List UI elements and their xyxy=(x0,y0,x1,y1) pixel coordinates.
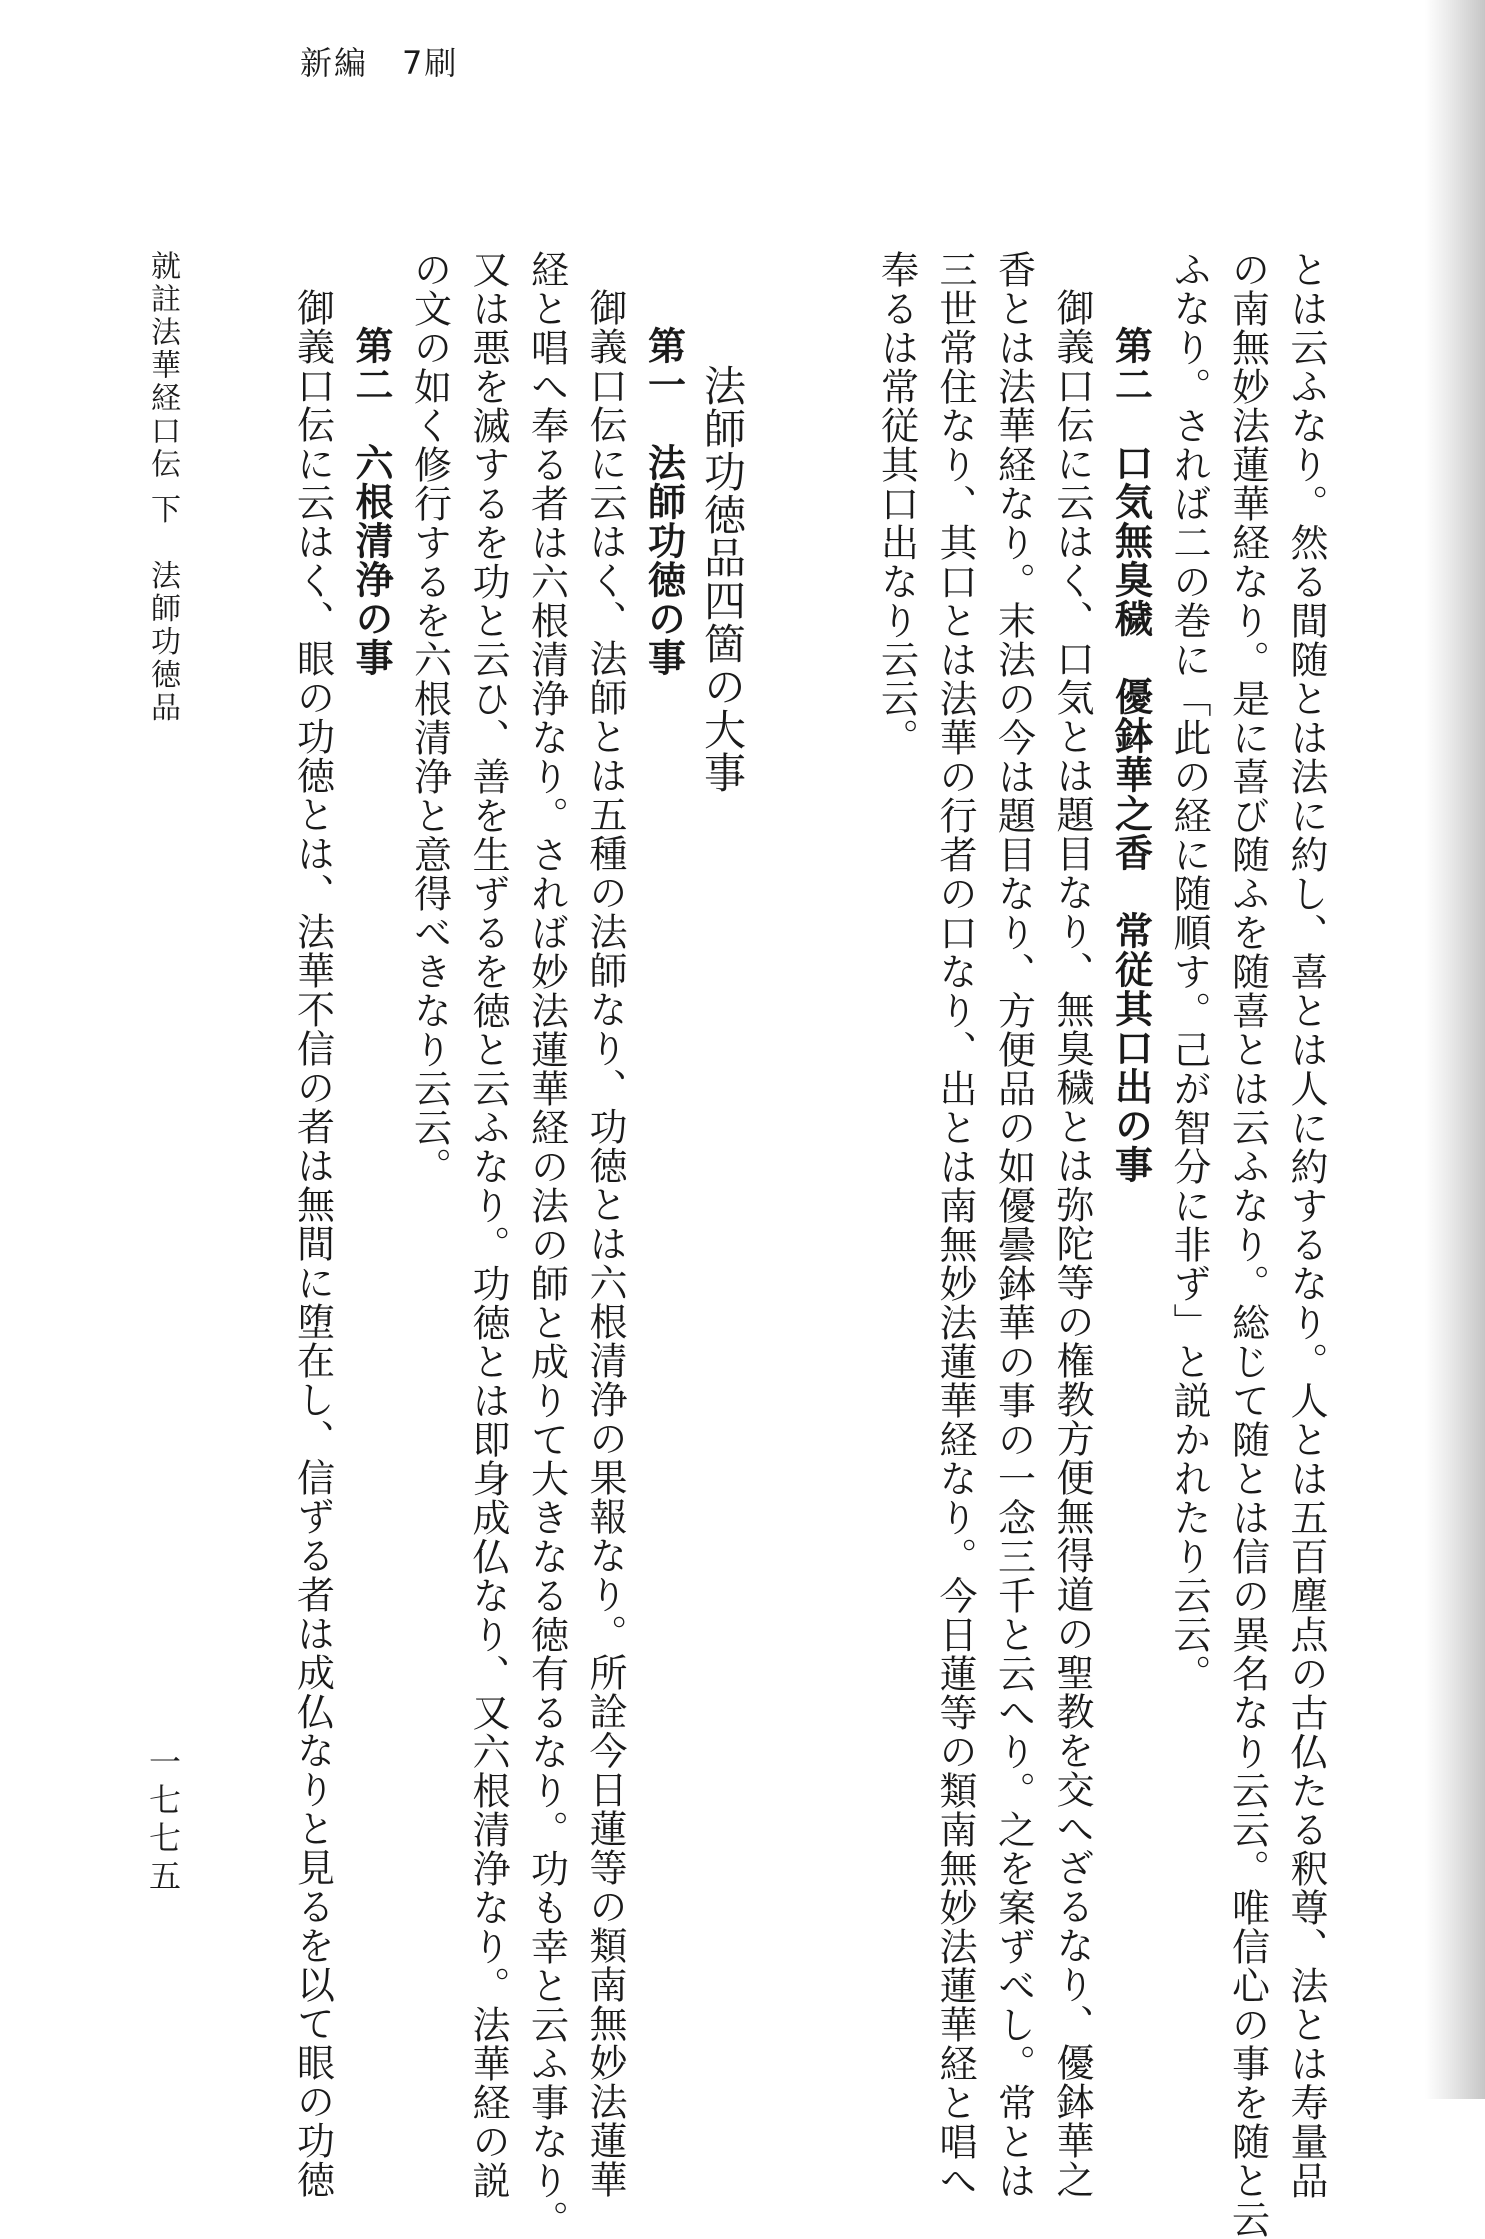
vertical-text-block xyxy=(200,250,1335,2239)
text-line: 御義口伝に云はく、法師とは五種の法師なり、功徳とは六根清浄の果報なり。所詮今日蓮等の類南無妙法蓮華 xyxy=(583,288,627,2199)
running-footer-title: 就註法華経口伝 下 法師功徳品 xyxy=(145,250,180,725)
book-spine-shadow xyxy=(1425,0,1485,2099)
text-line: 御義口伝に云はく、口気とは題目なり、無臭穢とは弥陀等の権教方便無得道の聖教を交へざるなり、優鉢華之 xyxy=(1050,288,1094,2199)
chapter-title: 法師功徳品四箇の大事 xyxy=(698,364,747,794)
text-line: とは云ふなり。然る間随とは法に約し、喜とは人に約するなり。人とは五百塵点の古仏たる釈尊、法とは寿量品 xyxy=(1284,250,1328,2200)
text-line: の南無妙法蓮華経なり。是に喜び随ふを随喜とは云ふなり。総じて随とは信の異名なり云云。唯信心の事を随と云 xyxy=(1225,250,1270,2239)
spacer xyxy=(751,250,809,1970)
section-heading: 第一 法師功徳の事 xyxy=(641,326,686,677)
text-line: の文の如く修行するを六根清浄と意得べきなり云云。 xyxy=(407,250,452,1186)
text-line: 三世常住なり、其口とは法華の行者の口なり、出とは南無妙法蓮華経なり。今日蓮等の類南無妙法蓮華経と唱へ xyxy=(933,250,977,2200)
page-number: 一七七五 xyxy=(144,1745,182,1897)
text-line: 経と唱へ奉る者は六根清浄なり。されば妙法蓮華経の法の師と成りて大きなる徳有るなり。功も幸と云ふ事なり。 xyxy=(524,250,569,2239)
text-line: 又は悪を滅するを功と云ひ、善を生ずるを徳と云ふなり。功徳とは即身成仏なり、又六根清浄なり。法華経の説 xyxy=(466,250,510,2200)
text-line: 御義口伝に云はく、眼の功徳とは、法華不信の者は無間に堕在し、信ずる者は成仏なりと見るを以て眼の功徳 xyxy=(290,288,335,2199)
text-line: 奉るは常従其口出なり云云。 xyxy=(874,250,919,757)
section-heading: 第二 六根清浄の事 xyxy=(349,326,393,677)
spacer xyxy=(809,250,867,1970)
text-line: ふなり。されば二の巻に「此の経に随順す。己が智分に非ず」と説かれたり云云。 xyxy=(1167,250,1211,1693)
text-line: 香とは法華経なり。末法の今は題目なり、方便品の如優曇鉢華の事の一念三千と云へり。之を案ずべし。常とは xyxy=(991,250,1036,2200)
edition-label: 新編 7刷 xyxy=(300,44,459,82)
section-heading: 第二 口気無臭穢 優鉢華之香 常従其口出の事 xyxy=(1108,326,1153,1184)
